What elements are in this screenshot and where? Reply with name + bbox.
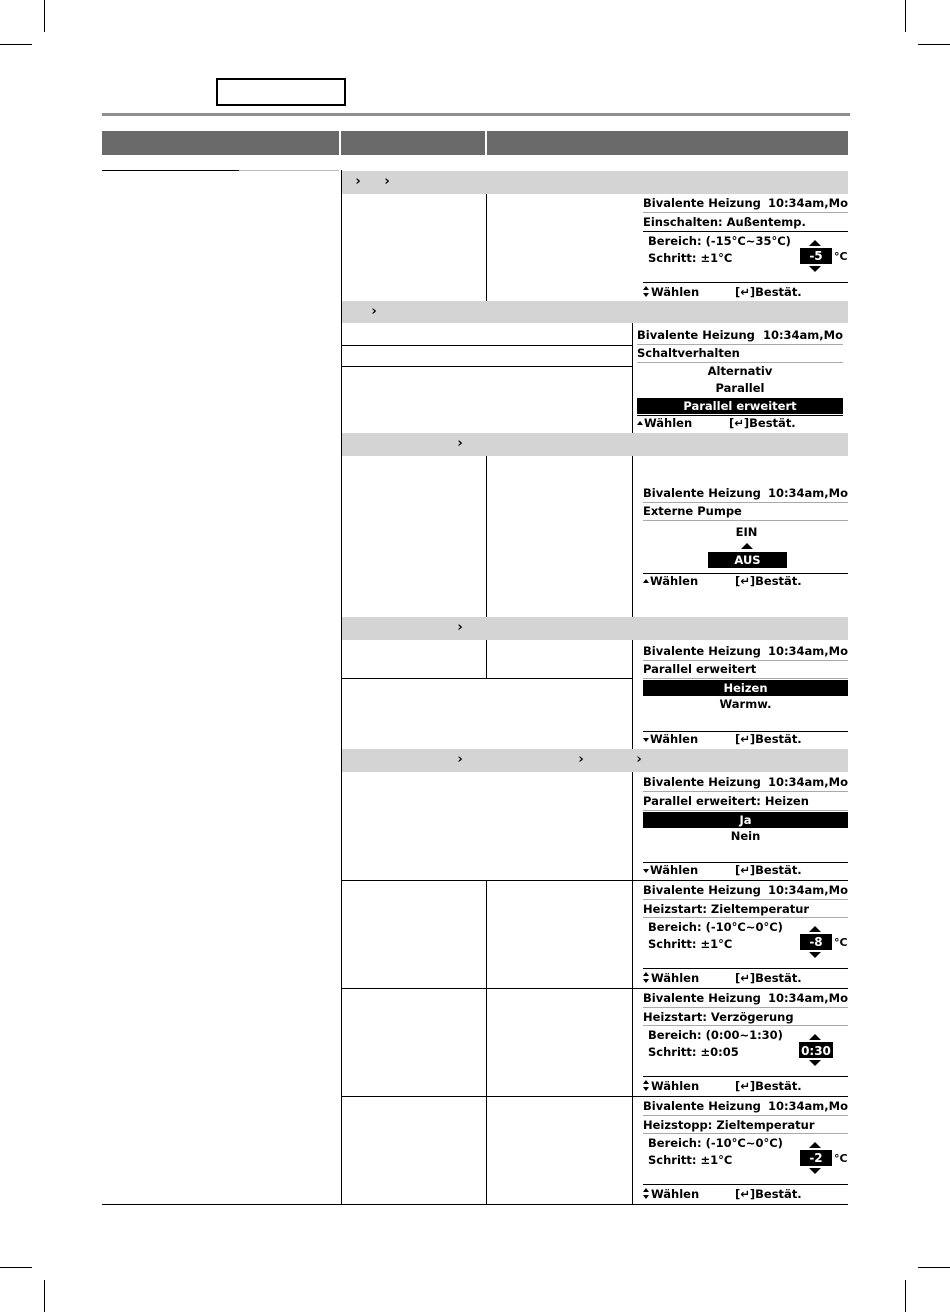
footer-confirm: [↵]Bestät. [735, 1079, 802, 1093]
option-alternativ[interactable]: Alternativ [707, 364, 773, 378]
screen-time: 10:34am,Mo [767, 883, 848, 897]
chevron-right-icon: › [457, 436, 463, 451]
chevron-right-icon: › [578, 752, 584, 767]
header-rule [102, 113, 850, 116]
up-down-arrow-icon [643, 972, 650, 983]
screen-title: Bivalente Heizung [643, 991, 761, 1005]
screen-subtitle: Parallel erweitert [643, 662, 757, 676]
arrow-down-icon [809, 266, 821, 272]
arrow-up-icon [809, 1142, 821, 1148]
row-rule [342, 1096, 848, 1097]
footer-confirm: [↵]Bestät. [735, 1187, 802, 1201]
screen-range: Bereich: (-15°C~35°C) [648, 234, 791, 248]
header-box [216, 78, 346, 106]
lcd-screen-parallel-erweitert-heizen [643, 775, 848, 879]
arrow-up-icon [637, 421, 643, 425]
row-rule [239, 170, 339, 171]
crop-mark [918, 1267, 950, 1268]
section-bar-2 [342, 301, 848, 323]
screen-title: Bivalente Heizung [643, 1099, 761, 1113]
arrow-down-icon [809, 1060, 821, 1066]
crop-mark [905, 0, 906, 32]
screen-step: Schritt: ±1°C [648, 937, 733, 951]
crop-mark [918, 44, 950, 45]
footer-confirm: [↵]Bestät. [735, 574, 802, 588]
lcd-screen-einschalten [643, 196, 848, 300]
footer-select: Wählen [651, 285, 700, 299]
unit-label: °C [834, 936, 848, 949]
screen-step: Schritt: ±0:05 [648, 1045, 739, 1059]
cell-divider [632, 323, 633, 433]
row-rule [342, 988, 848, 989]
screen-title: Bivalente Heizung [643, 486, 761, 500]
option-heizen-selected[interactable]: Heizen [643, 680, 848, 696]
value-field[interactable]: -2 [800, 1150, 832, 1166]
cell-divider [632, 456, 633, 617]
row-rule [342, 345, 632, 346]
screen-title: Bivalente Heizung [643, 883, 761, 897]
value-field[interactable]: -8 [800, 934, 832, 950]
arrow-up-icon [809, 926, 821, 932]
screen-title: Bivalente Heizung [643, 775, 761, 789]
option-parallel[interactable]: Parallel [715, 381, 765, 395]
footer-confirm: [↵]Bestät. [729, 416, 796, 430]
unit-label: °C [834, 1152, 848, 1165]
crop-mark [0, 44, 32, 45]
arrow-down-icon [809, 952, 821, 958]
unit-label: °C [834, 250, 848, 263]
cell-divider [486, 640, 487, 678]
option-nein[interactable]: Nein [730, 829, 761, 843]
table-header-col1 [102, 131, 339, 155]
lcd-screen-externe-pumpe [643, 486, 848, 592]
crop-mark [44, 0, 45, 32]
option-aus-selected[interactable]: AUS [708, 552, 787, 568]
screen-time: 10:34am,Mo [762, 328, 843, 342]
row-rule [342, 366, 632, 367]
cell-divider [486, 194, 487, 301]
footer-confirm: [↵]Bestät. [735, 971, 802, 985]
chevron-right-icon: › [636, 752, 642, 767]
crop-mark [0, 1267, 32, 1268]
up-down-arrow-icon [643, 1080, 650, 1091]
screen-title: Bivalente Heizung [643, 196, 761, 210]
screen-subtitle: Heizstopp: Zieltemperatur [643, 1118, 815, 1132]
screen-subtitle: Externe Pumpe [643, 504, 742, 518]
arrow-up-icon [741, 543, 753, 549]
option-ja-selected[interactable]: Ja [643, 812, 848, 828]
up-down-arrow-icon [643, 286, 650, 297]
section-bar-1 [342, 171, 848, 194]
footer-select: Wählen [650, 732, 699, 746]
option-warmw[interactable]: Warmw. [719, 697, 772, 711]
screen-range: Bereich: (-10°C~0°C) [648, 920, 783, 934]
screen-step: Schritt: ±1°C [648, 251, 733, 265]
section-bar-4 [342, 617, 848, 640]
footer-confirm: [↵]Bestät. [735, 285, 802, 299]
table-header-col2 [341, 131, 485, 155]
footer-select: Wählen [650, 863, 699, 877]
screen-step: Schritt: ±1°C [648, 1153, 733, 1167]
arrow-down-icon [643, 738, 649, 742]
column-divider [341, 170, 342, 1204]
screen-time: 10:34am,Mo [767, 1099, 848, 1113]
option-ein[interactable]: EIN [735, 525, 758, 539]
chevron-right-icon: › [371, 304, 377, 319]
screen-subtitle: Heizstart: Verzögerung [643, 1010, 794, 1024]
footer-confirm: [↵]Bestät. [735, 732, 802, 746]
cell-divider [486, 456, 487, 617]
screen-title: Bivalente Heizung [637, 328, 755, 342]
table-header-col3 [487, 131, 848, 155]
option-parallel-erweitert-selected[interactable]: Parallel erweitert [637, 398, 843, 414]
chevron-right-icon: › [457, 752, 463, 767]
screen-time: 10:34am,Mo [767, 486, 848, 500]
screen-time: 10:34am,Mo [767, 644, 848, 658]
cell-divider [486, 881, 487, 1204]
arrow-up-icon [809, 1034, 821, 1040]
cell-divider [632, 881, 633, 1204]
crop-mark [44, 1280, 45, 1312]
arrow-up-icon [809, 240, 821, 246]
screen-range: Bereich: (-10°C~0°C) [648, 1136, 783, 1150]
screen-subtitle: Schaltverhalten [637, 346, 740, 360]
lcd-screen-parallel-erweitert [643, 644, 848, 748]
lcd-screen-schaltverhalten [637, 328, 843, 432]
lcd-screen-heizstart-zieltemperatur [643, 883, 848, 987]
footer-select: Wählen [651, 1187, 700, 1201]
value-field[interactable]: -5 [800, 248, 832, 264]
footer-select: Wählen [644, 416, 693, 430]
footer-select: Wählen [650, 574, 699, 588]
section-bar-3 [342, 433, 848, 456]
row-rule [342, 880, 848, 881]
lcd-screen-heizstart-verzoegerung [643, 991, 848, 1095]
screen-time: 10:34am,Mo [767, 775, 848, 789]
chevron-right-icon: › [384, 174, 390, 189]
footer-select: Wählen [651, 971, 700, 985]
arrow-down-icon [809, 1168, 821, 1174]
chevron-right-icon: › [457, 620, 463, 635]
section-bar-5 [342, 749, 848, 772]
row-rule [342, 678, 632, 679]
up-down-arrow-icon [643, 1188, 650, 1199]
arrow-up-icon [643, 579, 649, 583]
lcd-screen-heizstopp-zieltemperatur [643, 1099, 848, 1203]
value-field[interactable]: 0:30 [799, 1042, 833, 1058]
crop-mark [905, 1280, 906, 1312]
screen-time: 10:34am,Mo [767, 991, 848, 1005]
table-bottom-rule [102, 1204, 848, 1205]
cell-divider [632, 640, 633, 749]
screen-subtitle: Heizstart: Zieltemperatur [643, 902, 810, 916]
cell-divider [632, 772, 633, 880]
screen-title: Bivalente Heizung [643, 644, 761, 658]
screen-range: Bereich: (0:00~1:30) [648, 1028, 783, 1042]
screen-subtitle: Einschalten: Außentemp. [643, 215, 806, 229]
footer-confirm: [↵]Bestät. [735, 863, 802, 877]
chevron-right-icon: › [355, 174, 361, 189]
screen-subtitle: Parallel erweitert: Heizen [643, 794, 809, 808]
screen-time: 10:34am,Mo [767, 196, 848, 210]
arrow-down-icon [643, 869, 649, 873]
row-rule [102, 170, 239, 171]
footer-select: Wählen [651, 1079, 700, 1093]
